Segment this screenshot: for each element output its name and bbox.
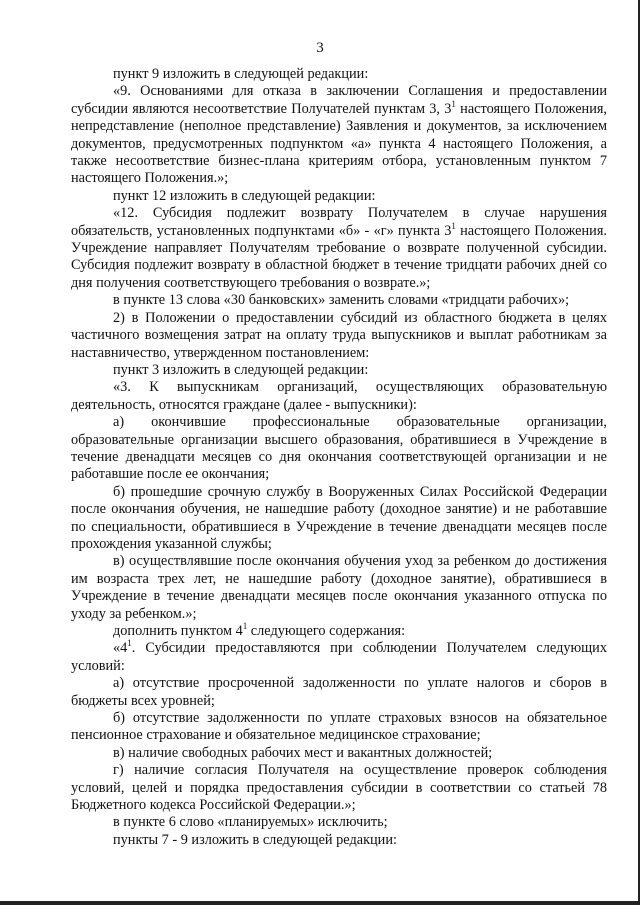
paragraph: [71, 379, 607, 414]
paragraph-text: «12. Субсидия подлежит возврату Получателем в случае нарушения обязательств, установленных подпунктами «б» - «г» пункта 3: [71, 205, 607, 239]
paragraph-text: в) наличие свободных рабочих мест и вакантных должностей;: [113, 744, 493, 761]
paragraph: [71, 414, 607, 484]
paragraph-text: настоящего Положения, непредставление (неполное представление) Заявления и документов, за исключением документов, предусмотренных подпунктом «а» пункта 4 настоящего Положения, а также несоответствие бизнес-плана критериям отбора, установленным пунктом 7 настоящего Положения.»;: [71, 100, 607, 187]
paragraph: [71, 762, 607, 814]
paragraph: [71, 66, 607, 83]
page-number: 3: [316, 40, 324, 56]
superscript: 1: [242, 621, 248, 631]
paragraph: [71, 362, 607, 379]
paragraph-text: г) наличие согласия Получателя на осуществление проверок соблюдения условий, целей и порядка предоставления субсидии в соответствии со статьей 78 Бюджетного кодекса Российской Федерации.»;: [71, 762, 607, 814]
paragraph: [71, 188, 607, 205]
paragraph-text: следующего содержания:: [247, 623, 406, 639]
document-body: [71, 66, 607, 849]
paragraph-text: а) отсутствие просроченной задолженности по уплате налогов и сборов в бюджеты всех уровней;: [71, 675, 607, 709]
paragraph: [71, 553, 607, 623]
paragraph: [71, 814, 607, 831]
superscript: 1: [451, 98, 456, 109]
paragraph-text: пункт 3 изложить в следующей редакции:: [113, 361, 369, 378]
paragraph: [71, 675, 607, 710]
paragraph-text: настоящего Положения. Учреждение направляет Получателям требование о возврате полученной субсидии. Субсидия подлежит возврату в областной бюджет в течение тридцати рабочих дней со дня получения соответствующего требования о возврате.»;: [71, 222, 607, 291]
paragraph-text: «4: [113, 640, 128, 657]
paragraph: [71, 83, 607, 187]
scan-edge-bottom: [0, 901, 640, 905]
paragraph: [71, 484, 607, 554]
paragraph-text: б) отсутствие задолженности по уплате страховых взносов на обязательное пенсионное страхование и обязательное медицинское страхование;: [71, 710, 607, 744]
paragraph-text: дополнить пунктом 4: [113, 623, 243, 639]
paragraph: [71, 832, 607, 849]
paragraph: [71, 745, 607, 762]
paragraph-text: «3. К выпускникам организаций, осуществляющих образовательную деятельность, относятся граждане (далее - выпускники):: [71, 379, 607, 413]
paragraph-text: в) осуществлявшие после окончания обучения уход за ребенком до достижения им возраста трех лет, не нашедшие работу (доходное занятие), обратившиеся в Учреждение в течение двенадцати месяцев после окончания указанного отпуска по уходу за ребенком.»;: [71, 553, 607, 622]
paragraph-text: а) окончившие профессиональные образовательные организации, образовательные организации высшего образования, обратившиеся в Учреждение в течение двенадцати месяцев со дня окончания соответствующей организации и не работавшие после ее окончания;: [71, 414, 607, 483]
paragraph-text: . Субсидии предоставляются при соблюдении Получателем следующих условий:: [71, 640, 607, 674]
paragraph-text: пункт 12 изложить в следующей редакции:: [113, 187, 376, 204]
paragraph: [71, 310, 607, 362]
paragraph: [71, 205, 607, 292]
paragraph-text: в пункте 6 слово «планируемых» исключить;: [113, 814, 388, 831]
paragraph: [71, 640, 607, 675]
superscript: 1: [127, 638, 132, 649]
paragraph: [71, 710, 607, 745]
paragraph-text: пункты 7 - 9 изложить в следующей редакции:: [113, 831, 397, 848]
paragraph-text: пункт 9 изложить в следующей редакции:: [113, 66, 369, 82]
paragraph-text: «9. Основаниями для отказа в заключении Соглашения и предоставлении субсидии являются несоответствие Получателей пунктам 3, 3: [71, 83, 607, 117]
superscript: 1: [451, 220, 456, 231]
paragraph-text: б) прошедшие срочную службу в Вооруженных Силах Российской Федерации после окончания обучения, не нашедшие работу (доходное занятие) и не работавшие по специальности, обратившиеся в Учреждение в течение двенадцати месяцев после прохождения указанной службы;: [71, 483, 607, 552]
paragraph: [71, 292, 607, 309]
paragraph-text: в пункте 13 слова «30 банковских» заменить словами «тридцати рабочих»;: [113, 292, 570, 309]
paragraph-text: 2) в Положении о предоставлении субсидий из областного бюджета в целях частичного возмещения затрат на оплату труда выпускников и выплат работникам за наставничество, утвержденном постановлением:: [71, 309, 607, 361]
paragraph: [71, 623, 607, 640]
